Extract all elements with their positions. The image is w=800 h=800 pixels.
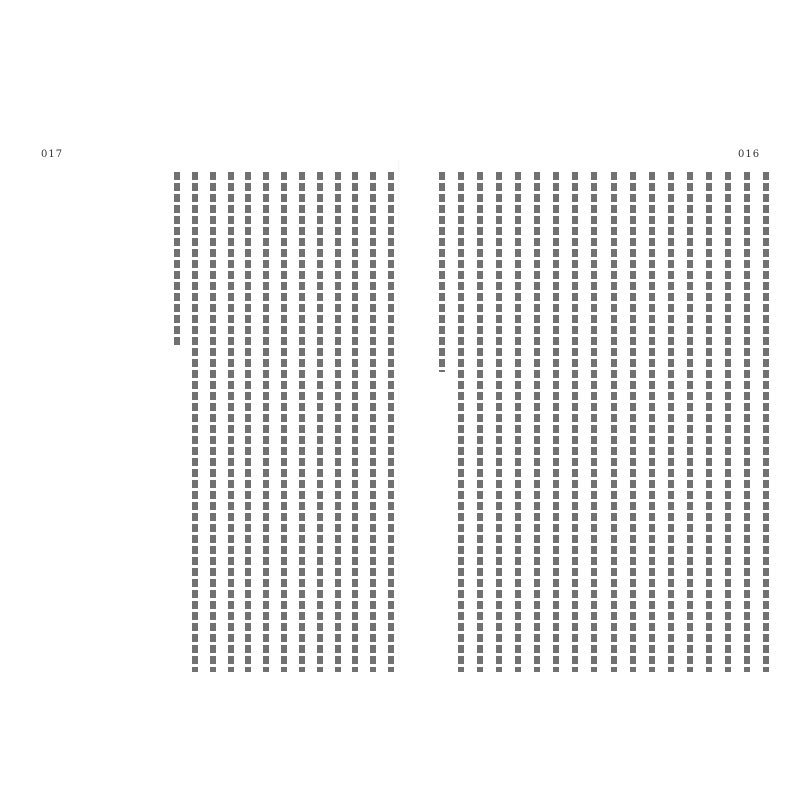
left-column bbox=[257, 172, 275, 672]
left-column bbox=[364, 172, 382, 672]
left-column bbox=[382, 172, 400, 672]
right-column bbox=[585, 172, 603, 672]
right-column bbox=[433, 172, 451, 672]
left-column bbox=[329, 172, 347, 672]
left-column bbox=[346, 172, 364, 672]
right-column bbox=[624, 172, 642, 672]
right-column bbox=[700, 172, 718, 672]
right-column bbox=[452, 172, 470, 672]
right-column bbox=[738, 172, 756, 672]
right-column bbox=[566, 172, 584, 672]
right-column bbox=[490, 172, 508, 672]
left-column bbox=[204, 172, 222, 672]
right-column bbox=[471, 172, 489, 672]
right-column bbox=[528, 172, 546, 672]
right-column bbox=[509, 172, 527, 672]
left-column bbox=[186, 172, 204, 672]
left-column bbox=[239, 172, 257, 672]
left-column bbox=[222, 172, 240, 672]
right-column bbox=[662, 172, 680, 672]
page-number-right: 016 bbox=[738, 149, 761, 160]
right-column bbox=[757, 172, 775, 672]
right-page-text bbox=[433, 172, 776, 672]
right-column bbox=[643, 172, 661, 672]
left-column bbox=[293, 172, 311, 672]
left-page-text bbox=[168, 172, 400, 672]
left-column bbox=[168, 172, 186, 672]
left-column bbox=[311, 172, 329, 672]
right-column bbox=[681, 172, 699, 672]
page-number-left: 017 bbox=[41, 149, 64, 160]
left-column bbox=[275, 172, 293, 672]
right-column bbox=[547, 172, 565, 672]
right-column bbox=[605, 172, 623, 672]
right-column bbox=[719, 172, 737, 672]
